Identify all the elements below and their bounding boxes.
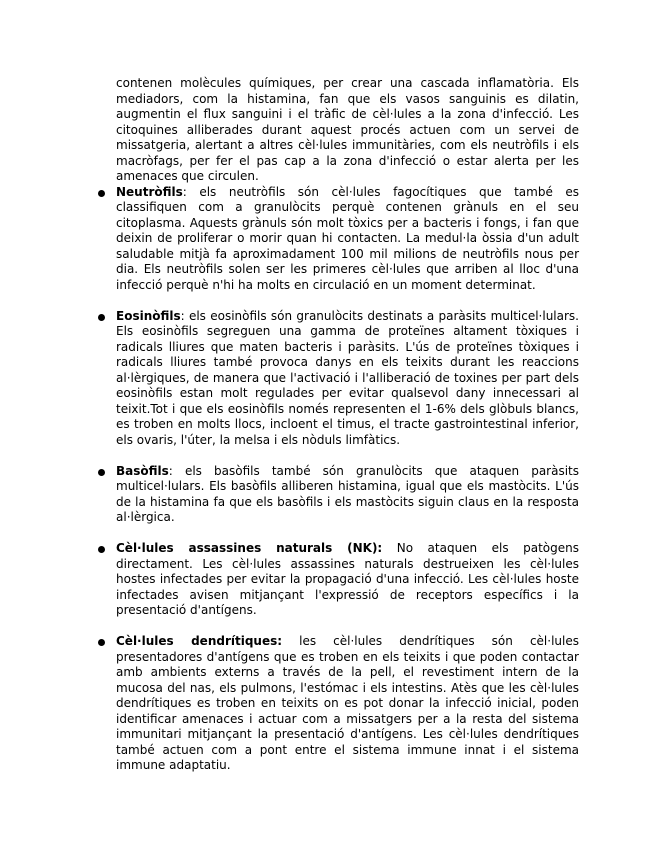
- term-neutrophils: Neutròfils: [116, 184, 183, 199]
- term-nk-cells: Cèl·lules assassines naturals (NK):: [116, 541, 383, 555]
- document-page: [116, 76, 579, 774]
- spacer: [116, 448, 579, 464]
- separator: :: [182, 184, 200, 199]
- bullet-icon: [98, 469, 105, 476]
- description-eosinophils: els eosinòfils són granulòcits destinats a paràsits multicel·lulars. Els eosinòfils segreguen una gamma de proteïnes altament tòxiques i radicals lliures que maten bacteris i paràsits. L'ús de proteïnes tòxiques i radicals lliures també provoca danys en els teixits durant les reaccions al·lèrgiques, de manera que l'activació i l'alliberació de toxines per part dels eosinòfils estan molt regulades per evitar qualsevol dany innecessari al teixit.Tot i que els eosinòfils només representen el 1-6% dels glòbuls blancs, es troben en molts llocs, incloent el timus, el tracte gastrointestinal inferior, els ovaris, l'úter, la melsa i els nòduls limfàtics.: [116, 308, 579, 447]
- separator: :: [180, 308, 189, 323]
- list-item-basophils: [116, 464, 579, 526]
- intro-paragraph: contenen molècules químiques, per crear una cascada inflamatòria. Els mediadors, com la histamina, fan que els vasos sanguinis es dilatin, augmentin el flux sanguini i el tràfic de cèl·lules a la zona d'infecció. Les citoquines alliberades durant aquest procés actuen com un servei de missatgeria, alertant a altres cèl·lules immunitàries, com els neutròfils i els macròfags, per fer el pas cap a la zona d'infecció o estar alerta per les amenaces que circulen.: [116, 76, 579, 183]
- spacer: [116, 293, 579, 309]
- description-neutrophils: els neutròfils són cèl·lules fagocítiques que també es classifiquen com a granulòcits perquè contenen grànuls en el seu citoplasma. Aquests grànuls són molt tòxics per a bacteris i fongs, i fan que deixin de proliferar o morir quan hi contacten. La medul·la òssia d'un adult saludable mitjà fa aproximadament 100 mil milions de neutròfils nous per dia. Els neutròfils solen ser les primeres cèl·lules que arriben al lloc d'una infecció perquè n'hi ha molts en circulació en un moment determinat.: [116, 184, 579, 292]
- term-basophils: Basòfils: [116, 463, 169, 478]
- separator: [382, 541, 397, 555]
- term-dendritic-cells: Cèl·lules dendrítiques:: [116, 634, 283, 648]
- description-basophils: els basòfils també són granulòcits que ataquen paràsits multicel·lulars. Els basòfils alliberen histamina, igual que els mastòcits. L'ús de la histamina fa que els basòfils i els mastòcits siguin claus en la resposta al·lèrgica.: [116, 463, 579, 524]
- list-item-eosinophils: [116, 309, 579, 449]
- separator: [282, 634, 299, 648]
- spacer: [116, 619, 579, 635]
- spacer: [116, 526, 579, 542]
- description-nk-cells: No ataquen els patògens directament. Les cèl·lules assassines naturals destrueixen les cèl·lules hostes infectades per evitar la propagació d'una infecció. Les cèl·lules hoste infectades avisen mitjançant l'expressió de receptors específics i la presentació d'antígens.: [116, 541, 579, 617]
- list-item-nk-cells: [116, 541, 579, 619]
- list-item-neutrophils: [116, 185, 579, 294]
- term-eosinophils: Eosinòfils: [116, 308, 181, 323]
- bullet-icon: [98, 546, 105, 553]
- bullet-icon: [98, 190, 105, 197]
- bullet-icon: [98, 639, 105, 646]
- bullet-icon: [98, 314, 105, 321]
- list-item-dendritic-cells: [116, 634, 579, 774]
- description-dendritic-cells: les cèl·lules dendrítiques són cèl·lules presentadores d'antígens que es troben en els teixits i que poden contactar amb ambients externs a través de la pell, el revestiment intern de la mucosa del nas, els pulmons, l'estómac i els intestins. Atès que les cèl·lules dendrítiques es troben en teixits on es pot donar la infecció inicial, poden identificar amenaces i actuar com a missatgers per a la resta del sistema immunitari mitjançant la presentació d'antígens. Les cèl·lules dendrítiques també actuen com a pont entre el sistema immune innat i el sistema immune adaptatiu.: [116, 634, 579, 772]
- separator: :: [168, 463, 185, 478]
